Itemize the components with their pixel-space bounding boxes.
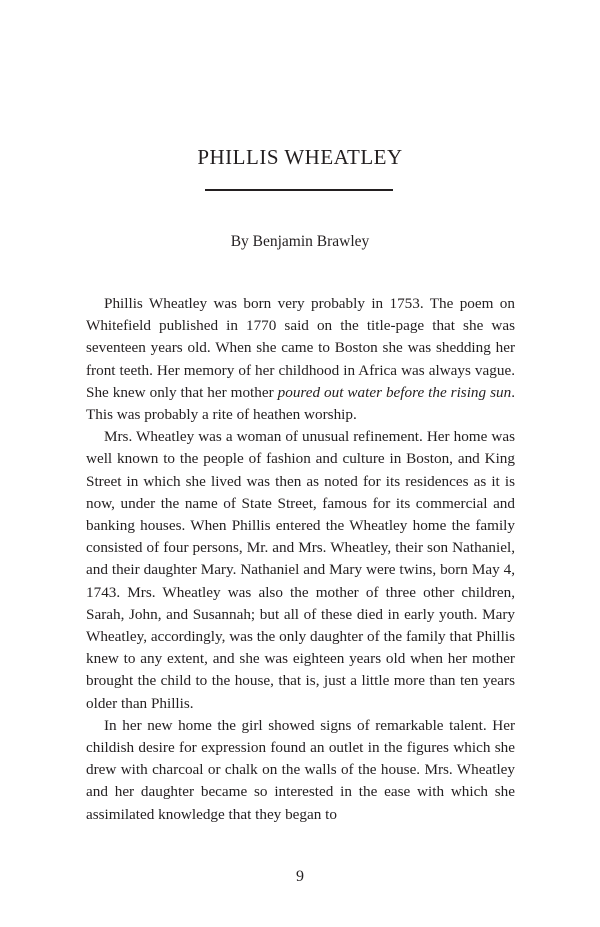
paragraph: In her new home the girl showed signs of remarkable talent. Her childish desire for expression found an outlet in the figures which she drew with charcoal or chalk on the walls of the house. Mrs. Wheatley and her daughter became so interested in the ease with which she assimilated knowledge that they began to	[86, 716, 515, 823]
paragraph-text: . This was probably a rite of heathen worship.	[86, 383, 515, 424]
body-text	[86, 293, 515, 826]
italic-phrase: poured out water before the rising sun	[277, 383, 512, 401]
page-number: 9	[296, 868, 304, 885]
paragraph-text: Phillis Wheatley was born very probably in 1753. The poem on Whitefield published in 1770 said on the title-page that she was seventeen years old. When she came to Boston she was shedding her front teeth. Her memory of her childhood in Africa was always vague. She knew only that her mother	[86, 295, 515, 401]
chapter-title: PHILLIS WHEATLEY	[197, 145, 403, 169]
author-byline: By Benjamin Brawley	[230, 233, 370, 250]
paragraph	[86, 293, 515, 426]
paragraph: Mrs. Wheatley was a woman of unusual refinement. Her home was well known to the people of fashion and culture in Boston, and King Street in which she lived was then as noted for its residences as it is now, under the name of State Street, famous for its commercial and banking houses. When Phillis entered the Wheatley home the family consisted of four persons, Mr. and Mrs. Wheatley, their son Nathaniel, and their daughter Mary. Nathaniel and Mary were twins, born May 4, 1743. Mrs. Wheatley was also the mother of three other children, Sarah, John, and Susannah; but all of these died in early youth. Mary Wheatley, accordingly, was the only daughter of the family that Phillis knew to any extent, and she was eighteen years old when her mother brought the child to the house, that is, just a little more than ten years older than Phillis.	[86, 428, 515, 712]
title-divider	[205, 189, 393, 191]
